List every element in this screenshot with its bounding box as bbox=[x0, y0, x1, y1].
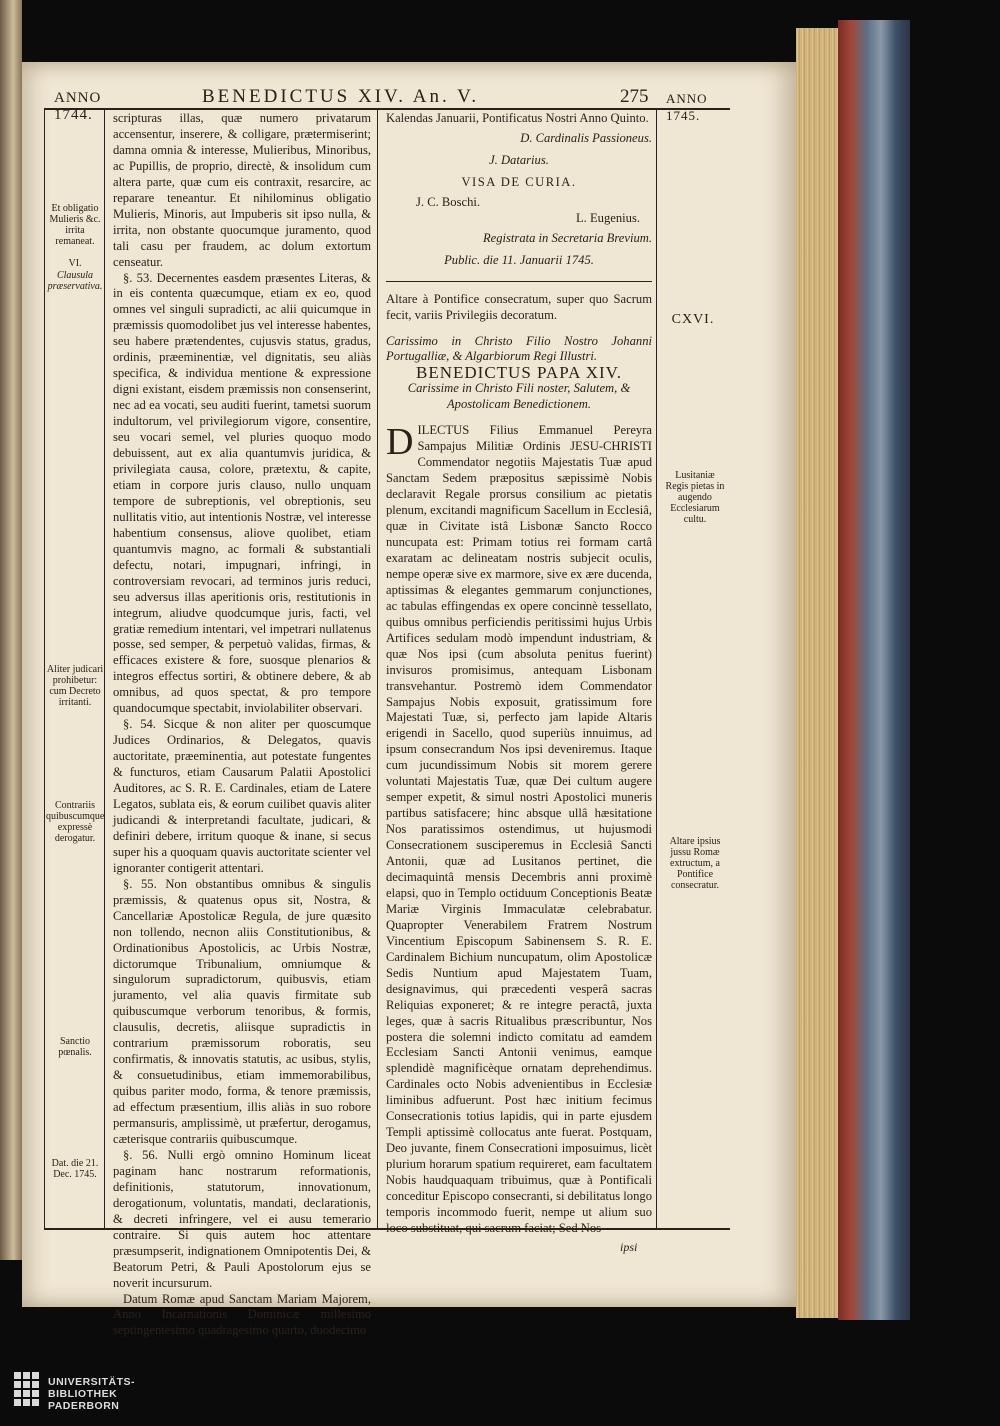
document-number: CXVI. bbox=[671, 312, 715, 327]
anno-left: ANNO 1744. bbox=[54, 90, 102, 123]
margin-note: Contrariis quibuscumque expressè derogatur. bbox=[46, 800, 105, 844]
signature: D. Cardinalis Passioneus. bbox=[520, 130, 652, 145]
drop-cap: D bbox=[386, 421, 414, 464]
margin-note: Dat. die 21. Dec. 1745. bbox=[51, 1158, 99, 1180]
signature: J. Datarius. bbox=[489, 152, 549, 167]
margin-note: Sanctio pœnalis. bbox=[58, 1036, 92, 1058]
left-rule bbox=[44, 108, 45, 1228]
margin-note: Lusitaniæ Regis pietas in augendo Ecclesiarum cultu. bbox=[665, 470, 725, 525]
margin-note: Aliter judicari prohibetur: cum Decreto irritanti. bbox=[46, 664, 104, 708]
page-number: 275 bbox=[620, 86, 649, 107]
logo-line: BIBLIOTHEK bbox=[48, 1388, 118, 1400]
column-rule bbox=[377, 108, 378, 1228]
anno-right: ANNO 1745. bbox=[666, 91, 708, 123]
top-rule bbox=[44, 108, 730, 110]
paragraph: §. 56. Nulli ergò omnino Hominum liceat paginam hanc nostrarum reformationis, definitionis, statutorum, innovationum, derogationum, voluntatis, mandati, declarationis, & decreti infringere, vel ei ausu temerario contraire. Si quis autem hoc attentare præsumpserit, indignationem Omnipotentis Dei, & Beatorum Petri, & Pauli Apostolorum ejus se noverit incursurum. bbox=[113, 1147, 371, 1290]
page-fore-edge bbox=[796, 28, 838, 1318]
paragraph: Datum Romæ apud Sanctam Mariam Majorem, Anno Incarnationis Dominicæ millesimo septingentesimo quadragesimo quarto, duodecimo bbox=[113, 1291, 371, 1338]
summary: Altare à Pontifice consecratum, super quo Sacrum fecit, variis Privilegiis decoratum. bbox=[386, 291, 652, 322]
logo-line: PADERBORN bbox=[48, 1400, 120, 1412]
registration: Registrata in Secretaria Brevium. bbox=[482, 230, 652, 245]
signature: L. Eugenius. bbox=[575, 210, 640, 225]
paragraph: §. 53. Decernentes easdem præsentes Literas, & in eis contenta quæcumque, etiam ex eo, quod omnes vel singuli supradicti, ac alii quicumque in præmissis quomodolibet jus vel interesse habentes, seu habere prætendentes, cujusvis status, gradus, ordinis, præeminentiæ, vel dignitatis, seu aliàs specifica, & individua mentione & expressione digni existant, eisdem præmissis non consenserint, nec ad ea vocati, seu auditi fuerint, tametsi suorum indultorum, vel privilegiorum vigore, consentire, seu vocari semel, vel pluries quoquo modo debuissent, aut ex alia quantumvis juridica, & privilegiata causa, colore, prætextu, & capite, etiam in corpore juris clauso, nullo unquam tempore de subreptionis, vel obreptionis, seu nullitatis vitio, aut intentionis Nostræ, vel interesse habentium consensus, aliove quolibet, etiam quantumvis magno, ac formali & substantiali defectu, notari, impugnari, infringi, in controversiam revocari, ad terminos juris reduci, seu adversus illas aperitionis oris, restitutionis in integrum, aliudve quodcumque juris, facti, vel gratiæ remedium intentari, vel impetrari nullatenus posse, sed semper, & perpetuò validas, firmas, & efficaces existere & fore, suosque plenarios & integros effectus sortiri, & obtinere debere, & ab omnibus, ad quos spectat, & pro tempore quandocumque spectabit, inviolabiliter observari. bbox=[113, 270, 371, 716]
catchword: ipsi bbox=[620, 1240, 638, 1254]
document-title: BENEDICTUS PAPA XIV. bbox=[416, 363, 622, 383]
margin-note-number: VI. bbox=[68, 258, 82, 269]
visa-line: VISA DE CURIA. bbox=[461, 174, 577, 189]
right-column bbox=[386, 111, 652, 1235]
closing-date: Kalendas Januarii, Pontificatus Nostri Anno Quinto. bbox=[386, 111, 649, 125]
body-text: ILECTUS Filius Emmanuel Pereyra Sampajus Militiæ Ordinis JESU-CHRISTI Commendator negotiis Majestatis Tuæ apud Sanctam Sedem præpositus sæpissimè Nobis declaravit Regale prorsus consilium ac pietatis plenum, excitandi magnificum Sacellum in Ecclesiâ, quæ in Civitate istâ Lisbonæ Sancto Rocco nuncupata est: Primam totius rei formam cartâ exaratam ac delineatam nostris subjecit oculis, nempe operæ sive ex marmore, sive ex ære ducenda, aptissimas & elegantes gemmarum conjunctiones, ac tabulas effingendas ex opere concinnè tessellato, quibus omnibus perficiendis peritissimi hujus Urbis Artifices sedulam modò impendunt industriam, & quæ Nos ipsi (cum absoluta penitus fuerint) invisuros promisimus, antequam Lisbonam transvehantur. Postremò idem Commendator Sampajus Nobis exposuit, gratissimum fore Majestati Tuæ, si, perfecto jam lapide Altaris erigendi in Sacello, quod superiùs innuimus, ad ipsum consecrandum Nos ipsi deveniremus. Itaque cum jucundissimum Nobis sit morem gerere voluntati Majestatis Tuæ, quæ Dei cultum augere semper expetit, & simul nostri Apostolici muneris partibus satisfacere; hinc absque ullâ hæsitatione Nos paratissimos ostendimus, ut hujusmodi Consecrationem susciperemus in Ecclesiâ Sancti Antonii, quæ ad Lusitanos pertinet, die decimaquintâ mensis Decembris anni proximè elapsi, quo in Templo octiduum Conceptionis Beatæ Mariæ Virginis Immaculatæ celebrabatur. Quapropter Venerabilem Fratrem Nostrum Vincentium Episcopum Sabinensem S. R. E. Cardinalem Bichium nuncupatum, olim Apostolicæ Sedis Nuntium apud Majestatem Tuam, designavimus, qui præcedenti vesperâ sacras Reliquias exponeret; & re integre peractâ, juxta leges, quæ à sacris Ritualibus præscribuntur, Nos postera die solemni indicto comitatu ad eamdem Ecclesiam Sancti Antonii venimus, eamque splendidè magnificèque ornatam deprehendimus. Cardinales octo Nobis advenientibus in Ecclesiæ liminibus adfuerunt. Post hæc initium fecimus Consecrationis totius lapidis, qui in parte ejusdem Templi aptissimè collocatus ante fuerat. Postquam, Deo juvante, finem Consecrationi imposuimus, licèt plurium horarum spatium requireret, eam facultatem Nobis haudquaquam tribuimus, quæ à Pontificali conceditur Episcopo consecranti, si debilitatus longo temporis incommodo fuerit, nempe ut alium suo loco substituat, qui sacrum faciat; Sed Nos bbox=[386, 423, 652, 1235]
running-title: BENEDICTUS XIV. An. V. bbox=[202, 86, 480, 107]
margin-note: Clausula præservativa. bbox=[47, 270, 103, 292]
library-logo bbox=[14, 1372, 135, 1416]
margin-note: Altare ipsius jussu Romæ extructum, a Pontifice consecratur. bbox=[669, 836, 721, 891]
signature: J. C. Boschi. bbox=[416, 194, 481, 209]
paragraph: §. 55. Non obstantibus omnibus & singulis præmissis, & quatenus opus sit, Nostra, & Cancellariæ Apostolicæ Regula, de jure quæsito non tollendo, necnon aliis Constitutionibus, & Ordinationibus Apostolicis, ac Urbis Nostræ, dictorumque Tribunalium, omniumque & singulorum supradictorum, quibusvis, etiam juramento, vel alia quavis firmitate sub quibuscumque verborum tenoribus, & formis, clausulis, decretis, aliisque supradictis in contrarium præmissorum roboratis, seu confirmatis, & innovatis statutis, ac usibus, stylis, & consuetudinibus, etiam immemorabilibus, quibus pariter modo, forma, & tenore præmissis, ad effectum præsentium, illis aliàs in suo robore permansuris, amplissimè, ut præfertur, derogamus, cæterisque contrariis quibuscumque. bbox=[113, 876, 371, 1146]
left-column bbox=[113, 111, 371, 1338]
margin-note: Et obligatio Mulieris &c. irrita remaneat. bbox=[49, 203, 101, 247]
paragraph: §. 54. Sicque & non aliter per quoscumque Judices Ordinarios, & Delegatos, quavis auctoritate, præeminentia, aut potestate fungentes & functuros, etiam Causarum Palatii Apostolici Auditores, ac S. R. E. Cardinales, etiam de Latere Legatos, sublata eis, & eorum cuilibet quavis aliter judicandi & interpretandi facultate, judicari, & definiri debere, irritum quoque & inane, si secus super his a quoquam quavis auctoritate scienter vel ignoranter contigerit attentari. bbox=[113, 717, 371, 875]
publication: Public. die 11. Januarii 1745. bbox=[444, 252, 594, 267]
salutation: Carissime in Christo Fili noster, Salutem, & Apostolicam Benedictionem. bbox=[407, 381, 631, 412]
address: Carissimo in Christo Filio Nostro Johanni Portugalliæ, & Algarbiorum Regi Illustri. bbox=[386, 333, 652, 364]
section-rule bbox=[386, 281, 652, 282]
logo-line: UNIVERSITÄTS- bbox=[48, 1376, 136, 1388]
paragraph: scripturas illas, quæ numero privatarum accensentur, inserere, & colligare, prætermiserint; damna omnia & interesse, Mulieribus, Minoribus, ac Pupillis, de proprio, directè, & insolidum cum altera parte, quæ cum eis contraxit, resarcire, ac reparare teneantur. Et nihilominus obligatio Mulieris, Minoris, aut Impuberis sit ipso nulla, & irrita, non obstante quocumque juramento, quod tali casu per fraudem, ac dolum extortum censeatur. bbox=[113, 111, 371, 269]
library-logo-icon bbox=[14, 1372, 40, 1416]
margin-rule bbox=[104, 108, 105, 1228]
right-margin-rule bbox=[656, 108, 657, 1228]
book-cover-edge bbox=[838, 20, 910, 1320]
previous-page-edge bbox=[0, 0, 22, 1260]
